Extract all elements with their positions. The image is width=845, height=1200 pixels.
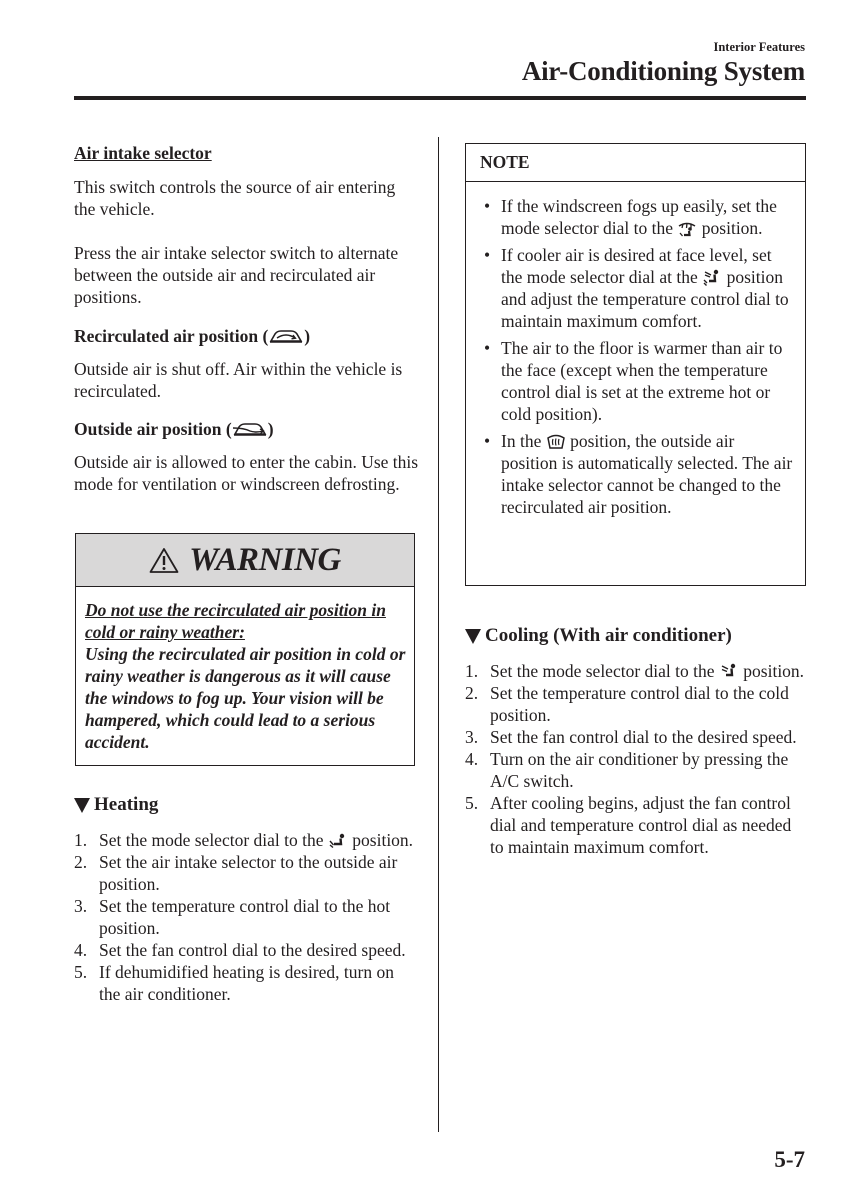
recirculated-heading [74, 325, 419, 347]
recirculated-heading-text: Recirculated air position ( [74, 326, 269, 346]
list-item [465, 660, 805, 682]
section-marker-icon [74, 798, 90, 813]
list-item [74, 961, 419, 1005]
cooling-heading-text: Cooling (With air conditioner) [485, 625, 732, 646]
bullet: • [484, 338, 491, 358]
list-item [465, 682, 805, 726]
air-intake-heading: Air intake selector [74, 143, 212, 163]
step-text: Set the fan control dial to the desired speed. [99, 940, 406, 960]
outside-air-heading-close: ) [267, 419, 274, 439]
air-intake-intro: This switch controls the source of air entering the vehicle. [74, 177, 396, 219]
step-number: 5. [465, 793, 479, 813]
note-text-end: position. [697, 218, 763, 238]
cooling-steps [465, 660, 805, 858]
warning-box [75, 533, 415, 766]
outside-air-heading [74, 418, 419, 440]
step-text: Set the mode selector dial to the [99, 830, 328, 850]
note-text-end: position and adjust the temperature control dial to maintain maximum comfort. [501, 267, 789, 331]
warning-header [76, 534, 414, 587]
recirculated-heading-close: ) [304, 326, 311, 346]
warning-text: Using the recirculated air position in cold or rainy weather is dangerous as it will cause the windows to fog up. Your vision will be hampered, which could lead to a serious accident. [85, 644, 406, 752]
step-number: 4. [465, 749, 479, 769]
note-text: If the windscreen fogs up easily, set the mode selector dial to the [501, 196, 777, 238]
warning-title: WARNING [189, 541, 341, 578]
list-item [74, 829, 419, 851]
warning-lead: Do not use the recirculated air position in cold or rainy weather: [85, 600, 386, 642]
step-number: 2. [74, 852, 88, 872]
step-text: Turn on the air conditioner by pressing the A/C switch. [490, 749, 789, 791]
list-item [74, 939, 419, 961]
list-item [480, 430, 795, 518]
note-text: If cooler air is desired at face level, set the mode selector dial at the [501, 245, 772, 287]
step-text: Set the air intake selector to the outside air position. [99, 852, 398, 894]
warning-body [76, 587, 414, 753]
bullet: • [484, 245, 491, 265]
outside-air-description: Outside air is allowed to enter the cabin. Use this mode for ventilation or windscreen defrosting. [74, 452, 419, 494]
list-item [465, 748, 805, 792]
note-text-end: position, the outside air position is automatically selected. The air intake selector cannot be changed to the recirculated air position. [501, 431, 793, 517]
step-text-end: position. [738, 661, 805, 681]
cooling-heading [465, 624, 732, 648]
note-heading: NOTE [466, 144, 805, 182]
list-item [480, 195, 795, 239]
defrost-mode-icon [546, 433, 566, 450]
step-text-end: position. [347, 830, 414, 850]
floor-mode-icon [328, 833, 348, 849]
recirculated-description: Outside air is shut off. Air within the vehicle is recirculated. [74, 359, 403, 401]
list-item [74, 895, 419, 939]
step-text: If dehumidified heating is desired, turn on the air conditioner. [99, 962, 394, 1004]
step-text: Set the temperature control dial to the cold position. [490, 683, 789, 725]
floor-defrost-mode-icon [677, 220, 697, 237]
left-column [74, 142, 419, 495]
bullet: • [484, 196, 491, 216]
step-number: 1. [74, 830, 88, 850]
bi-level-mode-icon [702, 269, 722, 286]
outside-air-icon [232, 420, 268, 438]
air-intake-instructions: Press the air intake selector switch to alternate between the outside air and recirculated air positions. [74, 243, 399, 307]
step-number: 5. [74, 962, 88, 982]
face-mode-icon [719, 663, 739, 680]
note-text: The air to the floor is warmer than air to the face (except when the temperature control dial is set at the extreme hot or cold position). [501, 338, 783, 424]
page-title: Air-Conditioning System [521, 56, 805, 86]
step-number: 1. [465, 661, 479, 681]
step-number: 3. [465, 727, 479, 747]
column-divider [438, 137, 439, 1132]
heating-heading [74, 793, 158, 817]
step-text: After cooling begins, adjust the fan control dial and temperature control dial as needed to maintain maximum comfort. [490, 793, 792, 857]
list-item [465, 792, 805, 858]
step-number: 3. [74, 896, 88, 916]
note-box [465, 143, 806, 586]
step-number: 2. [465, 683, 479, 703]
list-item [74, 851, 419, 895]
note-text: In the [501, 431, 546, 451]
note-list [466, 182, 805, 518]
section-marker-icon [465, 629, 481, 644]
outside-air-heading-text: Outside air position ( [74, 419, 232, 439]
list-item [480, 244, 795, 332]
step-text: Set the mode selector dial to the [490, 661, 719, 681]
bullet: • [484, 431, 491, 451]
step-text: Set the fan control dial to the desired speed. [490, 727, 797, 747]
heating-heading-text: Heating [94, 794, 159, 815]
step-number: 4. [74, 940, 88, 960]
page-number: 5-7 [774, 1147, 805, 1172]
heating-steps [74, 829, 419, 1005]
section-label: Interior Features [713, 40, 805, 54]
header-rule [74, 96, 806, 100]
warning-triangle-icon [149, 547, 179, 574]
list-item [465, 726, 805, 748]
list-item [480, 337, 795, 425]
recirculated-air-icon [268, 327, 304, 345]
step-text: Set the temperature control dial to the hot position. [99, 896, 391, 938]
